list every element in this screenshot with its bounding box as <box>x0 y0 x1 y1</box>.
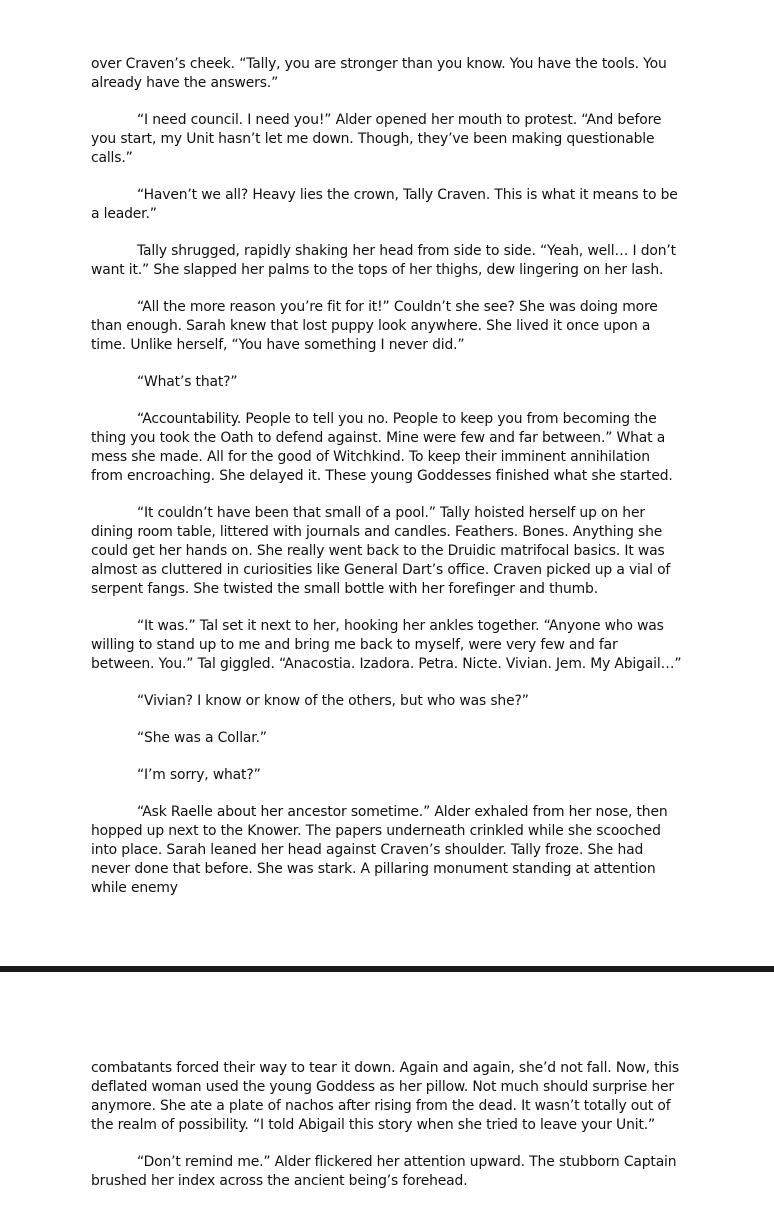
paragraph: Tally shrugged, rapidly shaking her head from side to side. “Yeah, well… I don’t want it.” She slapped her palms to the tops of her thighs, dew lingering on her lash. <box>91 243 676 278</box>
page-bottom-text <box>91 1059 683 1209</box>
paragraph: “I need council. I need you!” Alder opened her mouth to protest. “And before you start, my Unit hasn’t let me down. Though, they’ve been making questionable calls.” <box>91 112 662 166</box>
paragraph: “Ask Raelle about her ancestor sometime.” Alder exhaled from her nose, then hopped up next to the Knower. The papers underneath crinkled while she scooched into place. Sarah leaned her head against Craven’s shoulder. Tally froze. She had never done that before. She was stark. A pillaring monument standing at attention while enemy <box>91 804 668 896</box>
paragraph: “Haven’t we all? Heavy lies the crown, Tally Craven. This is what it means to be a leader.” <box>91 187 678 222</box>
paragraph: “I’m sorry, what?” <box>137 767 261 783</box>
paragraph: “Vivian? I know or know of the others, but who was she?” <box>137 693 529 709</box>
paragraph: “What’s that?” <box>137 374 238 390</box>
paragraph: “Don’t remind me.” Alder flickered her attention upward. The stubborn Captain brushed her index across the ancient being’s forehead. <box>91 1154 677 1189</box>
paragraph: “It couldn’t have been that small of a pool.” Tally hoisted herself up on her dining room table, littered with journals and candles. Feathers. Bones. Anything she could get her hands on. She really went back to the Druidic matrifocal basics. It was almost as cluttered in curiosities like General Dart’s office. Craven picked up a vial of serpent fangs. She twisted the small bottle with her forefinger and thumb. <box>91 505 671 597</box>
paragraph: “Accountability. People to tell you no. People to keep you from becoming the thing you took the Oath to defend against. Mine were few and far between.” What a mess she made. All for the good of Witchkind. To keep their imminent annihilation from encroaching. She delayed it. These young Goddesses finished what she started. <box>91 411 673 484</box>
page-top-text <box>91 55 683 916</box>
paragraph: “It was.” Tal set it next to her, hooking her ankles together. “Anyone who was willing to stand up to me and bring me back to myself, were very few and far between. You.” Tal giggled. “Anacostia. Izadora. Petra. Nicte. Vivian. Jem. My Abigail…” <box>91 618 682 672</box>
paragraph: “All the more reason you’re fit for it!” Couldn’t she see? She was doing more than enough. Sarah knew that lost puppy look anywhere. She lived it once upon a time. Unlike herself, “You have something I never did.” <box>91 299 658 353</box>
paragraph: combatants forced their way to tear it down. Again and again, she’d not fall. Now, this deflated woman used the young Goddess as her pillow. Not much should surprise her anymore. She ate a plate of nachos after rising from the dead. It wasn’t totally out of the realm of possibility. “I told Abigail this story when she tried to leave your Unit.” <box>91 1060 679 1133</box>
paragraph: over Craven’s cheek. “Tally, you are stronger than you know. You have the tools. You already have the answers.” <box>91 56 667 91</box>
paragraph: “She was a Collar.” <box>137 730 267 746</box>
